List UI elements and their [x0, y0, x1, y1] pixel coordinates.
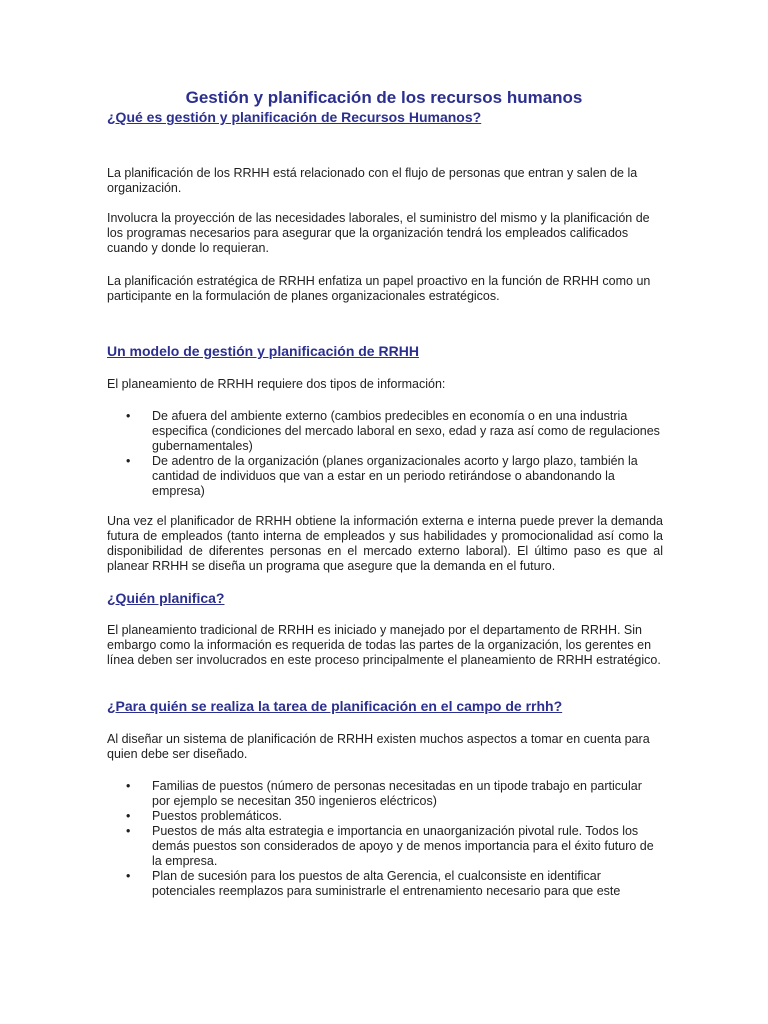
bullet-icon: • — [126, 779, 131, 793]
paragraph: Al diseñar un sistema de planificación de RRHH existen muchos aspectos a tomar en cuenta para quien debe ser diseñado. — [107, 732, 650, 761]
paragraph: La planificación estratégica de RRHH enfatiza un papel proactivo en la función de RRHH como un participante en la formulación de planes organizacionales estratégicos. — [107, 274, 651, 303]
section-heading-who-plans: ¿Quién planifica? — [107, 590, 225, 606]
list-item — [107, 409, 663, 454]
list-item — [107, 454, 663, 499]
bullet-icon: • — [126, 824, 131, 838]
section-heading-what-is: ¿Qué es gestión y planificación de Recursos Humanos? — [107, 109, 482, 125]
list-item-text: De adentro de la organización (planes organizacionales acorto y largo plazo, también la cantidad de individuos que van a estar en un periodo retirándose o abandonando la empresa) — [152, 454, 638, 498]
list-item-text: Familias de puestos (número de personas necesitadas en un tipode trabajo en particular por ejemplo se necesitan 350 ingenieros eléctricos) — [152, 779, 642, 808]
bullet-icon: • — [126, 809, 131, 823]
bullet-icon: • — [126, 454, 131, 468]
bullet-list — [107, 779, 663, 899]
paragraph: Involucra la proyección de las necesidades laborales, el suministro del mismo y la planificación de los programas necesarios para asegurar que la organización tendrá los empleados calificados cuando y donde lo requieran. — [107, 211, 650, 255]
list-item — [107, 824, 663, 869]
list-item-text: Puestos de más alta estrategia e importancia en unaorganización pivotal rule. Todos los demás puestos son considerados de apoyo y de menos importancia para el éxito futuro de la empresa. — [152, 824, 654, 868]
bullet-icon: • — [126, 869, 131, 883]
list-item-text: Puestos problemáticos. — [152, 809, 282, 823]
section-heading-model: Un modelo de gestión y planificación de RRHH — [107, 343, 419, 359]
paragraph: El planeamiento de RRHH requiere dos tipos de información: — [107, 377, 446, 391]
paragraph: El planeamiento tradicional de RRHH es iniciado y manejado por el departamento de RRHH. Sin embargo como la información es requerida de todas las partes de la organización, los gerentes en línea deben ser involucrados en este proceso principalmente el planeamiento de RRHH estratégico. — [107, 623, 661, 667]
section-heading-for-whom: ¿Para quién se realiza la tarea de planificación en el campo de rrhh? — [107, 698, 563, 714]
paragraph: Una vez el planificador de RRHH obtiene la información externa e interna puede prever la demanda futura de empleados (tanto interna de empleados y sus habilidades y promocionalidad así como la disponibilidad de diferentes personas en el mercado externo laboral). El último paso es que al planear RRHH se diseña un programa que asegure que la demanda en el futuro. — [107, 514, 663, 573]
document-title: Gestión y planificación de los recursos humanos — [185, 88, 583, 107]
bullet-icon: • — [126, 409, 131, 423]
bullet-list — [107, 409, 663, 499]
list-item — [107, 809, 663, 824]
list-item — [107, 869, 663, 899]
paragraph: La planificación de los RRHH está relacionado con el flujo de personas que entran y salen de la organización. — [107, 166, 638, 195]
list-item — [107, 779, 663, 809]
list-item-text: Plan de sucesión para los puestos de alta Gerencia, el cualconsiste en identificar potenciales reemplazos para suministrarle el entrenamiento necesario para que este — [152, 869, 621, 898]
list-item-text: De afuera del ambiente externo (cambios predecibles en economía o en una industria especifica (condiciones del mercado laboral en sexo, edad y raza así como de regulaciones gubernamentales) — [152, 409, 660, 453]
